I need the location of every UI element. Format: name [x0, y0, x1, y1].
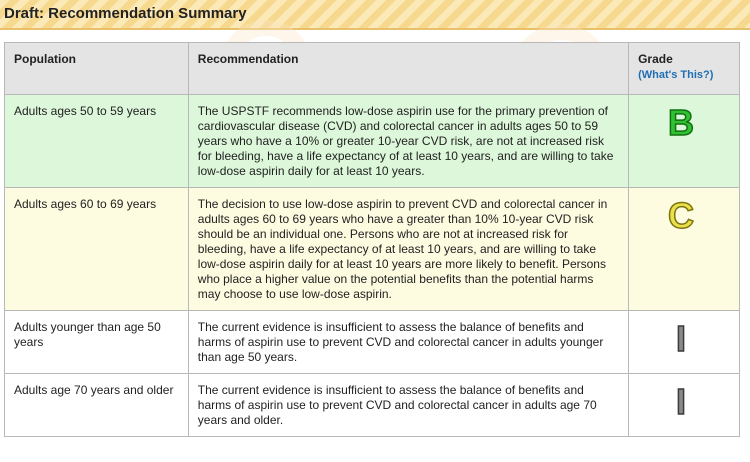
table-row — [5, 311, 740, 374]
recommendation-cell: The decision to use low-dose aspirin to prevent CVD and colorectal cancer in adults ages 60 to 69 years who have a greater than 10% 10-year CVD risk should be an individual one. Persons who are not at increased risk for bleeding, have a life expectancy of at least 10 years, and are willing to take low-dose aspirin daily for at least 10 years are more likely to benefit. Persons who place a higher value on the potential benefits than the potential harms may choose to use low-dose aspirin. — [188, 188, 628, 311]
recommendation-cell: The current evidence is insufficient to assess the balance of benefits and harms of aspirin use to prevent CVD and colorectal cancer in adults younger than age 50 years. — [188, 311, 628, 374]
grade-header-label: Grade — [638, 52, 673, 66]
population-cell: Adults ages 50 to 59 years — [5, 95, 189, 188]
recommendation-panel — [0, 30, 750, 462]
grade-c-badge: C — [668, 195, 695, 236]
grade-column-header — [629, 43, 740, 95]
recommendation-cell: The current evidence is insufficient to assess the balance of benefits and harms of aspirin use to prevent CVD and colorectal cancer in adults age 70 years and older. — [188, 374, 628, 437]
recommendation-cell: The USPSTF recommends low-dose aspirin use for the primary prevention of cardiovascular disease (CVD) and colorectal cancer in adults ages 50 to 59 years who have a 10% or greater 10-year CVD risk, are not at increased risk for bleeding, have a life expectancy of at least 10 years, and are willing to take low-dose aspirin daily for at least 10 years. — [188, 95, 628, 188]
population-column-header: Population — [5, 43, 189, 95]
recommendation-table — [4, 42, 740, 437]
grade-cell — [629, 311, 740, 374]
population-cell: Adults age 70 years and older — [5, 374, 189, 437]
grade-i-badge: I — [676, 381, 687, 422]
grade-i-badge: I — [676, 318, 687, 359]
title-bar — [0, 0, 750, 30]
recommendation-column-header: Recommendation — [188, 43, 628, 95]
page-title: Draft: Recommendation Summary — [4, 5, 247, 22]
table-header-row — [5, 43, 740, 95]
table-row — [5, 188, 740, 311]
population-cell: Adults ages 60 to 69 years — [5, 188, 189, 311]
grade-cell — [629, 374, 740, 437]
whats-this-link[interactable]: (What's This?) — [638, 69, 714, 81]
grade-cell — [629, 188, 740, 311]
table-row — [5, 374, 740, 437]
grade-b-badge: B — [668, 102, 695, 143]
population-cell: Adults younger than age 50 years — [5, 311, 189, 374]
grade-cell — [629, 95, 740, 188]
table-row — [5, 95, 740, 188]
